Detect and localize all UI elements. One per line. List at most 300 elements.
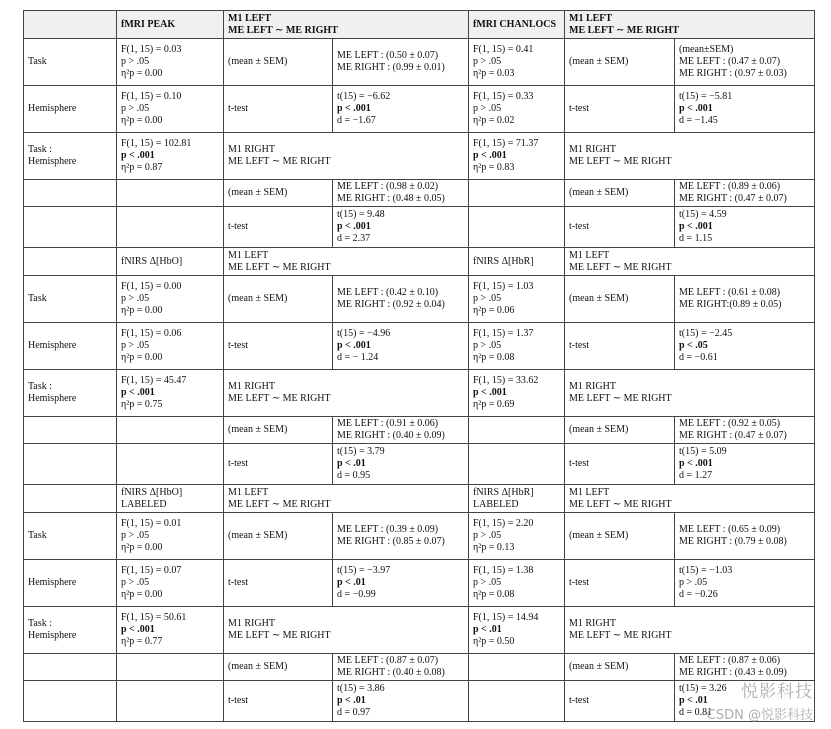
values-left [333, 180, 469, 207]
stat-line: p > .05 [473, 103, 502, 114]
stat-line: η²p = 0.77 [121, 636, 163, 647]
test-type-right [565, 180, 675, 207]
stat-line: F(1, 15) = 71.37 [473, 138, 539, 149]
value-line: p < .01 [337, 577, 366, 588]
test-type: t-test [228, 577, 248, 588]
watermark [707, 677, 813, 723]
test-type-right [565, 417, 675, 444]
table-row [24, 654, 815, 681]
table-row [24, 417, 815, 444]
test-type: t-test [569, 577, 589, 588]
stat-line: η²p = 0.00 [121, 115, 163, 126]
blank-cell [469, 681, 565, 722]
stat-line: η²p = 0.00 [121, 352, 163, 363]
watermark-handle: CSDN @悦影科技 [706, 708, 813, 723]
header-right-source [469, 11, 565, 39]
factor-label-line: Hemisphere [28, 103, 77, 114]
value-line: ME RIGHT : (0.47 ± 0.07) [679, 193, 787, 204]
value-line: ME LEFT : (0.91 ± 0.06) [337, 418, 439, 429]
values-right [675, 323, 815, 370]
blank-cell [24, 207, 117, 248]
stat-line: p < .001 [121, 150, 155, 161]
value-line: p < .001 [337, 221, 371, 232]
value-line: d = 0.95 [337, 470, 371, 481]
values-left [333, 86, 469, 133]
value-line: t(15) = −1.03 [679, 565, 733, 576]
blank-cell [117, 681, 224, 722]
stat-line: p > .05 [121, 56, 150, 67]
stat-line: η²p = 0.00 [121, 305, 163, 316]
values-left [333, 513, 469, 560]
value-line: ME LEFT : (0.89 ± 0.06) [679, 181, 781, 192]
blank-cell [24, 654, 117, 681]
factor-label [24, 607, 117, 654]
stat-line: p > .05 [121, 340, 150, 351]
values-left [333, 39, 469, 86]
blank-cell [24, 681, 117, 722]
test-type: (mean ± SEM) [228, 530, 288, 541]
blank-cell [24, 417, 117, 444]
values-right [675, 417, 815, 444]
header-m1-line: ME LEFT ∼ ME RIGHT [228, 24, 338, 36]
header-m1-line: ME LEFT ∼ ME RIGHT [228, 261, 331, 273]
value-line: ME LEFT : (0.87 ± 0.07) [337, 655, 439, 666]
test-type: t-test [569, 695, 589, 706]
stat-line: F(1, 15) = 33.62 [473, 375, 539, 386]
stat-line: F(1, 15) = 0.33 [473, 91, 534, 102]
header-right-source [469, 485, 565, 513]
value-line: ME LEFT : (0.42 ± 0.10) [337, 287, 439, 298]
value-line: ME LEFT : (0.65 ± 0.09) [679, 524, 781, 535]
value-line: ME RIGHT : (0.40 ± 0.08) [337, 667, 445, 678]
test-type-left [224, 681, 333, 722]
value-line: ME LEFT : (0.92 ± 0.05) [679, 418, 781, 429]
m1-line: M1 RIGHT [228, 381, 275, 392]
stat-line: F(1, 15) = 14.94 [473, 612, 539, 623]
table-row [24, 180, 815, 207]
values-left [333, 560, 469, 607]
stat-line: F(1, 15) = 0.10 [121, 91, 182, 102]
factor-label [24, 323, 117, 370]
anova-stats-left [117, 276, 224, 323]
section-header-row [24, 248, 815, 276]
table-row [24, 513, 815, 560]
anova-stats-left [117, 133, 224, 180]
factor-label-line: Task [28, 293, 47, 304]
anova-stats-right [469, 370, 565, 417]
factor-label-line: Hemisphere [28, 577, 77, 588]
test-type-right [565, 681, 675, 722]
stat-line: η²p = 0.06 [473, 305, 515, 316]
blank-cell [469, 444, 565, 485]
values-right [675, 560, 815, 607]
values-left [333, 323, 469, 370]
factor-label-line: Task [28, 56, 47, 67]
test-type: t-test [228, 695, 248, 706]
test-type-right [565, 39, 675, 86]
stat-line: η²p = 0.87 [121, 162, 163, 173]
blank-cell [24, 444, 117, 485]
header-left-title: fNIRS Δ[HbO] [121, 255, 183, 267]
value-line: p < .01 [679, 695, 708, 706]
stat-line: p < .001 [121, 624, 155, 635]
value-line: p < .01 [337, 458, 366, 469]
stat-line: p > .05 [121, 103, 150, 114]
factor-label [24, 513, 117, 560]
value-line: p < .001 [679, 103, 713, 114]
test-type: (mean ± SEM) [569, 293, 629, 304]
test-type: t-test [569, 340, 589, 351]
values-left [333, 417, 469, 444]
stat-line: η²p = 0.00 [121, 68, 163, 79]
stat-line: F(1, 15) = 0.41 [473, 44, 534, 55]
blank-cell [24, 180, 117, 207]
factor-label [24, 370, 117, 417]
header-left-source [117, 11, 224, 39]
values-right [675, 513, 815, 560]
header-left-m1 [224, 248, 469, 276]
header-blank [24, 11, 117, 39]
value-line: ME RIGHT : (0.47 ± 0.07) [679, 430, 787, 441]
value-line: ME RIGHT : (0.48 ± 0.05) [337, 193, 445, 204]
anova-stats-right [469, 513, 565, 560]
values-right [675, 39, 815, 86]
anova-stats-left [117, 560, 224, 607]
value-line: d = 1.15 [679, 233, 713, 244]
stat-line: F(1, 15) = 1.38 [473, 565, 534, 576]
table-row [24, 133, 815, 180]
value-line: ME RIGHT:(0.89 ± 0.05) [679, 299, 782, 310]
stat-line: p < .001 [121, 387, 155, 398]
header-right-m1 [565, 248, 815, 276]
value-line: ME LEFT : (0.61 ± 0.08) [679, 287, 781, 298]
stat-line: F(1, 15) = 45.47 [121, 375, 187, 386]
value-line: ME LEFT : (0.50 ± 0.07) [337, 50, 439, 61]
test-type-left [224, 323, 333, 370]
stat-line: F(1, 15) = 50.61 [121, 612, 187, 623]
value-line: ME RIGHT : (0.99 ± 0.01) [337, 62, 445, 73]
blank-cell [117, 417, 224, 444]
m1-right-right [565, 370, 815, 417]
value-line: t(15) = −4.96 [337, 328, 391, 339]
blank-cell [117, 654, 224, 681]
table-row [24, 323, 815, 370]
m1-line: ME LEFT ∼ ME RIGHT [569, 630, 672, 641]
value-line: d = −0.61 [679, 352, 718, 363]
header-right-source [469, 248, 565, 276]
value-line: ME RIGHT : (0.85 ± 0.07) [337, 536, 445, 547]
header-left-source [117, 485, 224, 513]
value-line: p < .001 [679, 221, 713, 232]
values-left [333, 444, 469, 485]
test-type-right [565, 654, 675, 681]
test-type-right [565, 513, 675, 560]
factor-label [24, 560, 117, 607]
m1-line: ME LEFT ∼ ME RIGHT [569, 393, 672, 404]
anova-stats-left [117, 39, 224, 86]
stat-line: p > .05 [473, 340, 502, 351]
test-type: t-test [569, 458, 589, 469]
m1-right-left [224, 133, 469, 180]
table-row [24, 207, 815, 248]
blank-cell [117, 207, 224, 248]
blank-cell [469, 654, 565, 681]
values-left [333, 681, 469, 722]
test-type: (mean ± SEM) [569, 530, 629, 541]
stat-line: p > .05 [121, 293, 150, 304]
blank-cell [469, 180, 565, 207]
header-m1-line: ME LEFT ∼ ME RIGHT [569, 261, 672, 273]
anova-stats-left [117, 86, 224, 133]
anova-stats-right [469, 276, 565, 323]
blank-cell [117, 444, 224, 485]
test-type: t-test [228, 103, 248, 114]
values-left [333, 207, 469, 248]
factor-label [24, 276, 117, 323]
values-right [675, 180, 815, 207]
test-type: (mean ± SEM) [228, 661, 288, 672]
table-row [24, 370, 815, 417]
stat-line: η²p = 0.13 [473, 542, 515, 553]
stat-line: η²p = 0.75 [121, 399, 163, 410]
test-type-left [224, 180, 333, 207]
value-line: t(15) = 4.59 [679, 209, 727, 220]
stat-line: p > .05 [121, 577, 150, 588]
m1-line: M1 RIGHT [569, 144, 616, 155]
factor-label [24, 39, 117, 86]
anova-stats-right [469, 39, 565, 86]
test-type-left [224, 654, 333, 681]
m1-line: M1 RIGHT [228, 144, 275, 155]
m1-line: ME LEFT ∼ ME RIGHT [228, 393, 331, 404]
stat-line: η²p = 0.03 [473, 68, 515, 79]
values-right [675, 207, 815, 248]
header-left-title: fNIRS Δ[HbO] [121, 486, 183, 498]
value-line: ME RIGHT : (0.92 ± 0.04) [337, 299, 445, 310]
header-right-m1 [565, 11, 815, 39]
m1-line: ME LEFT ∼ ME RIGHT [569, 156, 672, 167]
stat-line: p < .01 [473, 624, 502, 635]
table-row [24, 560, 815, 607]
value-line: ME LEFT : (0.98 ± 0.02) [337, 181, 439, 192]
header-left-m1 [224, 485, 469, 513]
factor-label-line: Task : [28, 618, 53, 629]
test-type-left [224, 444, 333, 485]
header-m1-line: M1 LEFT [228, 249, 269, 261]
anova-stats-right [469, 323, 565, 370]
test-type: (mean ± SEM) [228, 187, 288, 198]
values-left [333, 276, 469, 323]
header-right-m1 [565, 485, 815, 513]
values-left [333, 654, 469, 681]
stat-line: η²p = 0.08 [473, 589, 515, 600]
test-type-right [565, 207, 675, 248]
table-row [24, 607, 815, 654]
blank-cell [469, 417, 565, 444]
header-left-title: fMRI PEAK [121, 18, 176, 30]
anova-stats-right [469, 607, 565, 654]
value-line: d = 1.27 [679, 470, 713, 481]
blank-cell [469, 207, 565, 248]
value-line: d = −0.26 [679, 589, 718, 600]
anova-stats-right [469, 560, 565, 607]
test-type-right [565, 323, 675, 370]
m1-line: M1 RIGHT [228, 618, 275, 629]
header-blank [24, 248, 117, 276]
m1-right-right [565, 133, 815, 180]
factor-label [24, 133, 117, 180]
stat-line: p > .05 [473, 577, 502, 588]
header-m1-line: M1 LEFT [569, 486, 610, 498]
test-type-left [224, 513, 333, 560]
table-row [24, 39, 815, 86]
m1-line: ME LEFT ∼ ME RIGHT [228, 630, 331, 641]
header-left-m1 [224, 11, 469, 39]
value-line: t(15) = −3.97 [337, 565, 391, 576]
table-row [24, 681, 815, 722]
value-line: p < .001 [337, 340, 371, 351]
stat-line: F(1, 15) = 0.06 [121, 328, 182, 339]
anova-stats-right [469, 86, 565, 133]
header-blank [24, 485, 117, 513]
factor-label-line: Hemisphere [28, 156, 77, 167]
factor-label [24, 86, 117, 133]
value-line: ME RIGHT : (0.79 ± 0.08) [679, 536, 787, 547]
header-m1-line: ME LEFT ∼ ME RIGHT [569, 498, 672, 510]
m1-right-left [224, 370, 469, 417]
value-line: (mean±SEM) [679, 44, 734, 55]
test-type: t-test [569, 221, 589, 232]
value-line: p < .001 [679, 458, 713, 469]
header-m1-line: M1 LEFT [569, 12, 613, 24]
header-right-title: LABELED [473, 498, 519, 510]
stat-line: F(1, 15) = 1.37 [473, 328, 534, 339]
value-line: t(15) = −2.45 [679, 328, 733, 339]
m1-right-right [565, 607, 815, 654]
anova-stats-left [117, 370, 224, 417]
test-type: (mean ± SEM) [228, 424, 288, 435]
stat-line: F(1, 15) = 1.03 [473, 281, 534, 292]
stat-line: η²p = 0.83 [473, 162, 515, 173]
stat-line: η²p = 0.00 [121, 542, 163, 553]
test-type-left [224, 207, 333, 248]
watermark-brand: 悦影科技 [741, 682, 813, 702]
anova-stats-right [469, 133, 565, 180]
results-table [23, 10, 815, 722]
value-line: ME LEFT : (0.87 ± 0.06) [679, 655, 781, 666]
stat-line: F(1, 15) = 0.07 [121, 565, 182, 576]
table-row [24, 444, 815, 485]
value-line: d = − 1.24 [337, 352, 379, 363]
value-line: ME LEFT : (0.47 ± 0.07) [679, 56, 781, 67]
anova-stats-left [117, 607, 224, 654]
test-type: t-test [569, 103, 589, 114]
test-type: (mean ± SEM) [569, 424, 629, 435]
header-right-title: fNIRS Δ[HbR] [473, 255, 534, 267]
value-line: ME RIGHT : (0.40 ± 0.09) [337, 430, 445, 441]
test-type-right [565, 86, 675, 133]
header-right-title: fMRI CHANLOCS [473, 18, 557, 30]
value-line: p > .05 [679, 577, 708, 588]
value-line: p < .01 [337, 695, 366, 706]
factor-label-line: Task [28, 530, 47, 541]
values-right [675, 444, 815, 485]
value-line: d = 0.97 [337, 707, 371, 718]
value-line: t(15) = −6.62 [337, 91, 391, 102]
m1-line: ME LEFT ∼ ME RIGHT [228, 156, 331, 167]
header-m1-line: M1 LEFT [569, 249, 610, 261]
stat-line: p > .05 [121, 530, 150, 541]
value-line: p < .05 [679, 340, 708, 351]
test-type: (mean ± SEM) [569, 56, 629, 67]
factor-label-line: Task : [28, 144, 53, 155]
stat-line: F(1, 15) = 0.01 [121, 518, 182, 529]
m1-line: M1 RIGHT [569, 618, 616, 629]
stat-line: F(1, 15) = 2.20 [473, 518, 534, 529]
values-right [675, 276, 815, 323]
m1-line: M1 RIGHT [569, 381, 616, 392]
test-type-left [224, 560, 333, 607]
value-line: d = −0.99 [337, 589, 376, 600]
test-type-left [224, 276, 333, 323]
stat-line: p < .001 [473, 150, 507, 161]
table-row [24, 86, 815, 133]
anova-stats-left [117, 513, 224, 560]
value-line: ME LEFT : (0.39 ± 0.09) [337, 524, 439, 535]
test-type: (mean ± SEM) [228, 293, 288, 304]
stat-line: p > .05 [473, 293, 502, 304]
value-line: ME RIGHT : (0.43 ± 0.09) [679, 667, 787, 678]
value-line: t(15) = 5.09 [679, 446, 727, 457]
anova-stats-left [117, 323, 224, 370]
header-left-source [117, 248, 224, 276]
value-line: d = 0.81 [679, 707, 713, 718]
header-m1-line: ME LEFT ∼ ME RIGHT [569, 24, 679, 36]
factor-label-line: Hemisphere [28, 393, 77, 404]
test-type-left [224, 39, 333, 86]
test-type-right [565, 560, 675, 607]
stat-line: p > .05 [473, 530, 502, 541]
test-type: t-test [228, 221, 248, 232]
value-line: t(15) = 3.86 [337, 683, 385, 694]
value-line: t(15) = 9.48 [337, 209, 385, 220]
value-line: t(15) = 3.26 [679, 683, 727, 694]
header-m1-line: M1 LEFT [228, 12, 272, 24]
test-type: t-test [228, 458, 248, 469]
factor-label-line: Hemisphere [28, 630, 77, 641]
stat-line: F(1, 15) = 102.81 [121, 138, 192, 149]
header-right-title: fNIRS Δ[HbR] [473, 486, 534, 498]
test-type: (mean ± SEM) [228, 56, 288, 67]
test-type: (mean ± SEM) [569, 187, 629, 198]
stat-line: p > .05 [473, 56, 502, 67]
stat-line: F(1, 15) = 0.00 [121, 281, 182, 292]
table-row [24, 276, 815, 323]
stat-line: η²p = 0.08 [473, 352, 515, 363]
stat-line: η²p = 0.02 [473, 115, 515, 126]
value-line: t(15) = 3.79 [337, 446, 385, 457]
value-line: d = −1.45 [679, 115, 718, 126]
factor-label-line: Task : [28, 381, 53, 392]
values-right [675, 86, 815, 133]
test-type-right [565, 444, 675, 485]
value-line: d = −1.67 [337, 115, 376, 126]
blank-cell [117, 180, 224, 207]
header-m1-line: ME LEFT ∼ ME RIGHT [228, 498, 331, 510]
test-type-right [565, 276, 675, 323]
factor-label-line: Hemisphere [28, 340, 77, 351]
stat-line: F(1, 15) = 0.03 [121, 44, 182, 55]
